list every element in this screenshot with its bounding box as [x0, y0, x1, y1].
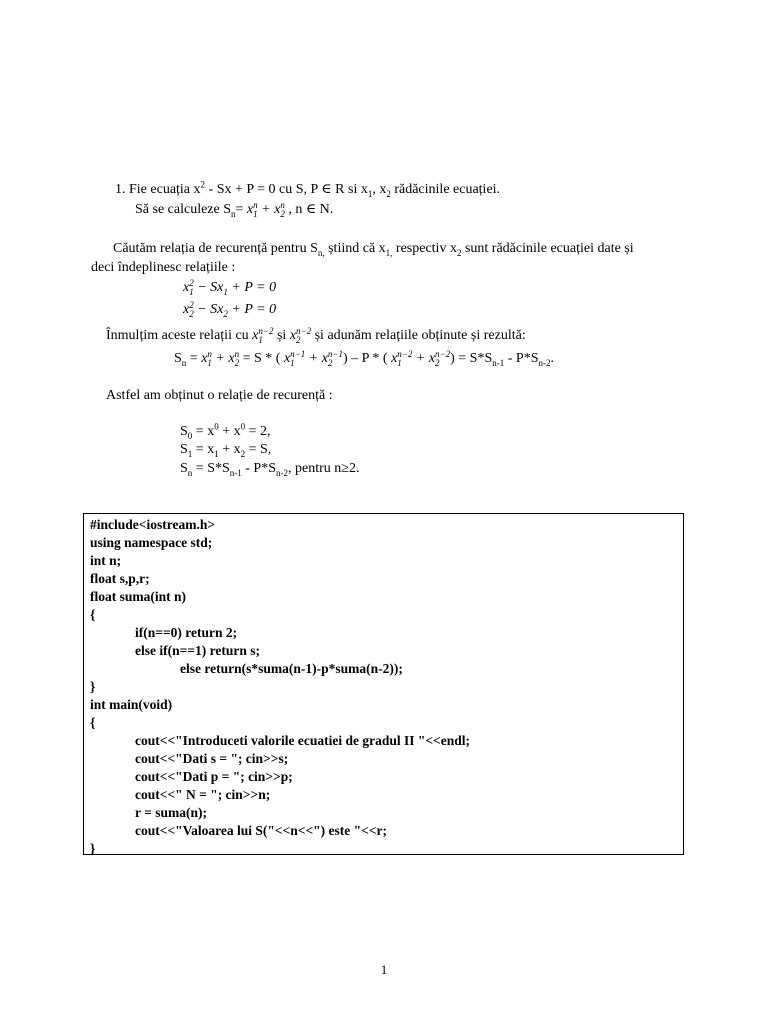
problem-line-1: 1. Fie ecuația $x^2 - Sx + P = 0$ cu S, P ∈ R si $x_1$, $x_2$ rădăcinile ecuației. [115, 179, 501, 199]
paragraph-line-1: Căutăm relația de recurență pentru $S_{n,}$ știind că $x_{1,}$ respectiv $x_2$ sunt rădăcinile ecuației date și [113, 241, 634, 258]
code-line: } [90, 679, 96, 694]
code-line: r = suma(n); [135, 805, 207, 820]
recurrence-s1: $S_1 = x_1 + x_2 = S$, [180, 442, 272, 459]
page-number: 1 [380, 962, 388, 977]
multiply-line: Înmulțim aceste relații cu x n−2 1 și x n−2 2 și adunăm relațiile obținute și rezultă: [106, 326, 526, 345]
relation-1: x 2 1 − $Sx_1 + P = 0$ [183, 278, 277, 298]
recurrence-s0: $S_0 = x^0 + x^0 = 2$, [180, 421, 271, 441]
code-line: int main(void) [90, 697, 173, 712]
code-line: float suma(int n) [90, 589, 187, 604]
code-line: cout<<"Valoarea lui S("<<n<<") este "<<r; [135, 823, 388, 838]
code-line: cout<<"Introduceti valorile ecuatiei de gradul II "<<endl; [135, 733, 470, 748]
code-line: else return(s*suma(n-1)-p*suma(n-2)); [180, 661, 403, 676]
sn-derivation: $S_n = x$ n 1 + x n 2 = S * ( x n−1 1 + x n−1 2 ) – P * ( x n−2 1 + x n−2 2 ) = $S*S_{n-1} - P*S_{n-2}$. [174, 349, 554, 369]
code-line: int n; [90, 553, 122, 568]
code-line: } [90, 841, 96, 856]
relation-2: x 2 2 − $Sx_2 + P = 0$ [183, 300, 277, 320]
code-line: { [90, 607, 96, 622]
code-line: cout<<"Dati s = "; cin>>s; [135, 751, 289, 766]
code-line: cout<<" N = "; cin>>n; [135, 787, 271, 802]
code-line: float s,p,r; [90, 571, 150, 586]
code-line: if(n==0) return 2; [135, 625, 238, 640]
recurrence-sn: $S_n = S*S_{n-1} - P*S_{n-2}$, pentru n≥2. [180, 461, 360, 478]
code-line: { [90, 715, 96, 730]
paragraph-line-2: deci îndeplinesc relațiile : [91, 260, 236, 275]
code-line: else if(n==1) return s; [135, 643, 260, 658]
code-line: using namespace std; [90, 535, 213, 550]
code-line: #include<iostream.h> [90, 517, 216, 532]
code-line: cout<<"Dati p = "; cin>>p; [135, 769, 293, 784]
problem-line-2: Să se calculeze $S_n= x$ n 1 + x n 2 , n ∈ N. [135, 200, 334, 220]
sn-formula: x n 1 + x n 2 [246, 200, 285, 219]
astfel-line: Astfel am obținut o relație de recurență : [106, 388, 333, 403]
code-block [83, 513, 684, 855]
